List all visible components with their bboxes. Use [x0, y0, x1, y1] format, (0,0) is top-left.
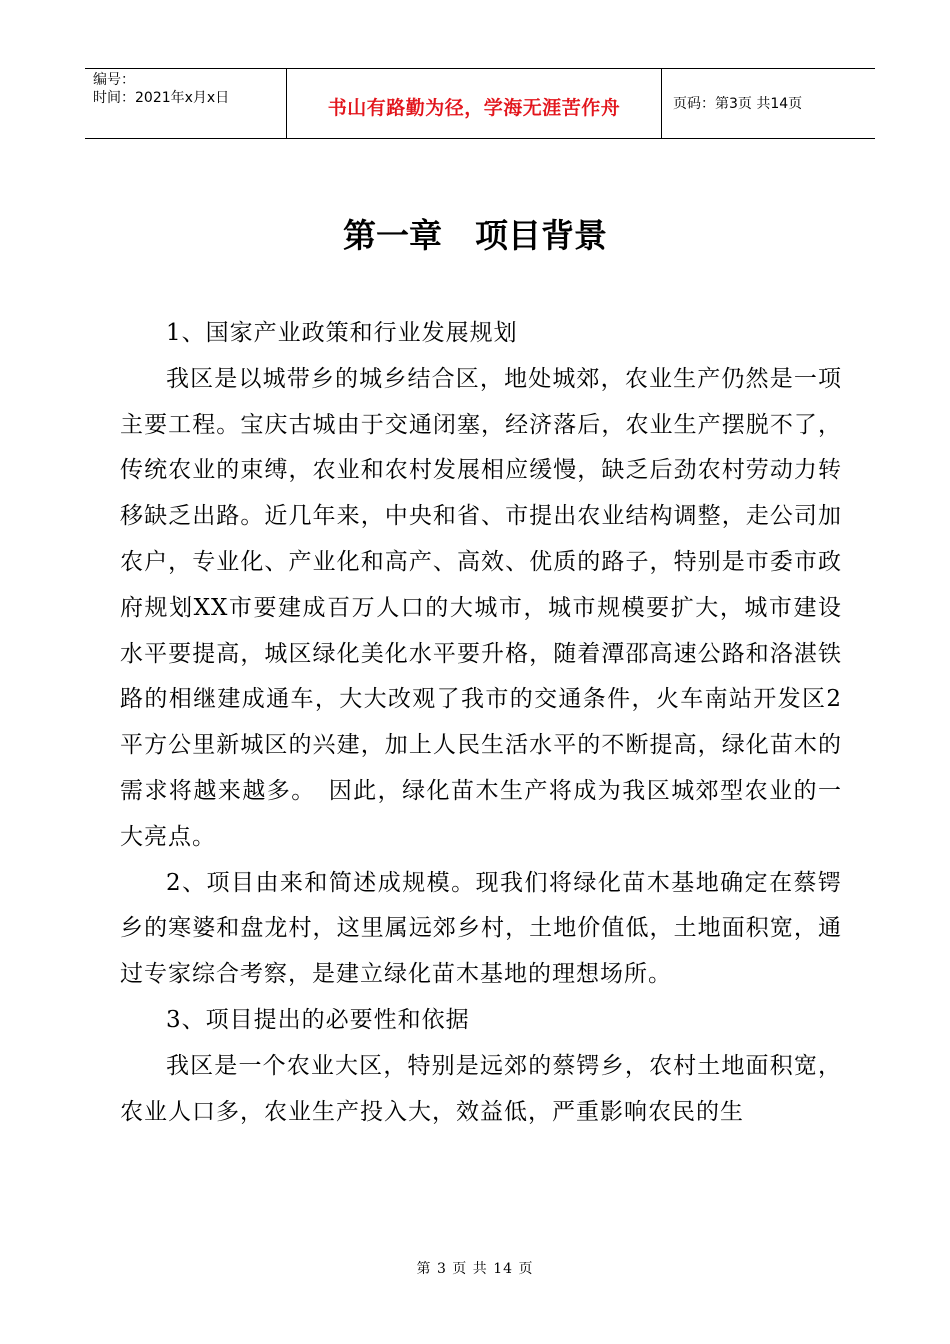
page-footer: 第 3 页 共 14 页 [416, 1261, 534, 1277]
section-paragraph-2: 2、项目由来和简述成规模。现我们将绿化苗木基地确定在蔡锷乡的寒婆和盘龙村，这里属远郊乡村，土地价值低，土地面积宽，通过专家综合考察，是建立绿化苗木基地的理想场所。 [120, 869, 842, 988]
header-left-cell [85, 69, 286, 138]
document-body [120, 311, 842, 1135]
header-motto: 书山有路勤为径，学海无涯苦作舟 [327, 97, 621, 119]
chapter-title: 第一章 项目背景 [343, 216, 607, 255]
document-number-label: 编号： [93, 72, 135, 88]
header-middle-cell [286, 69, 662, 138]
section-heading-3: 3、项目提出的必要性和依据 [166, 1006, 470, 1033]
document-header [85, 68, 875, 139]
header-right-cell [661, 69, 875, 138]
body-paragraph-1: 我区是以城带乡的城乡结合区，地处城郊，农业生产仍然是一项主要工程。宝庆古城由于交通闭塞，经济落后，农业生产摆脱不了，传统农业的束缚，农业和农村发展相应缓慢，缺乏后劲农村劳动力转移缺乏出路。近几年来，中央和省、市提出农业结构调整，走公司加农户，专业化、产业化和高产、高效、优质的路子，特别是市委市政府规划XX市要建成百万人口的大城市，城市规模要扩大，城市建设水平要提高，城区绿化美化水平要升格，随着潭邵高速公路和洛湛铁路的相继建成通车，大大改观了我市的交通条件，火车南站开发区2平方公里新城区的兴建，加上人民生活水平的不断提高，绿化苗木的需求将越来越多。 因此，绿化苗木生产将成为我区城郊型农业的一大亮点。 [120, 365, 842, 850]
section-heading-1: 1、国家产业政策和行业发展规划 [166, 320, 518, 346]
document-time-label: 时间：2021年x月x日 [93, 90, 230, 106]
header-page-info: 页码：第3页 共14页 [673, 96, 803, 112]
body-paragraph-3: 我区是一个农业大区，特别是远郊的蔡锷乡，农村土地面积宽，农业人口多，农业生产投入大，效益低，严重影响农民的生 [120, 1052, 842, 1125]
